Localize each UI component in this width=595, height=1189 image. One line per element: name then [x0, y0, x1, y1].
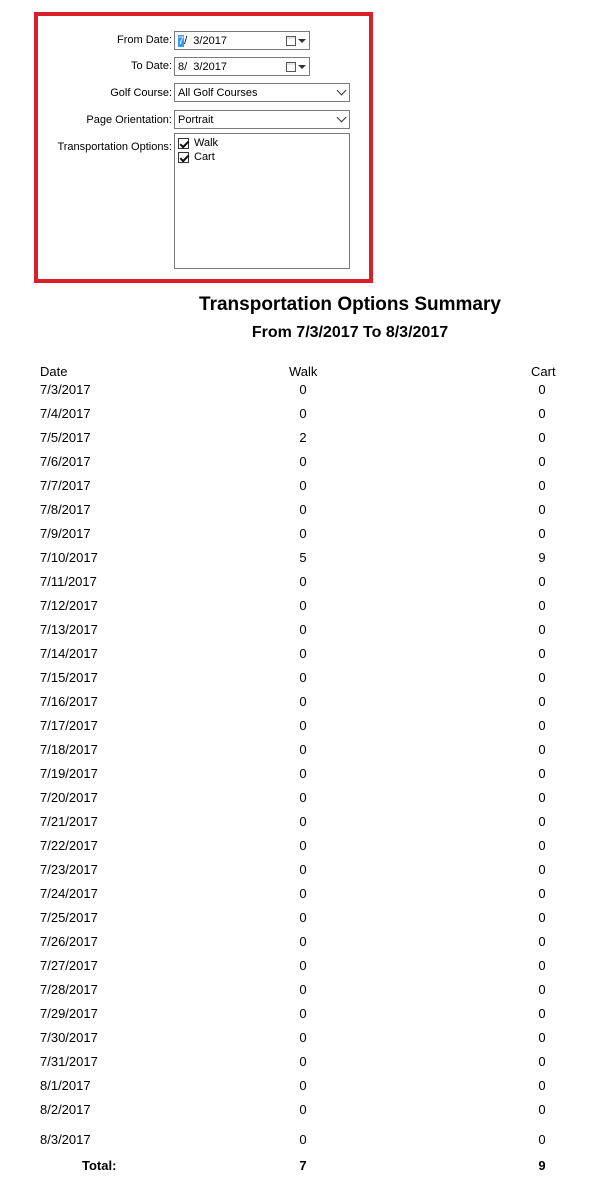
column-header-date: Date — [40, 364, 68, 379]
row-walk-count: 0 — [299, 718, 307, 733]
row-walk-count: 0 — [299, 1078, 307, 1093]
row-cart-count: 0 — [538, 598, 546, 613]
chevron-down-icon — [337, 86, 347, 96]
from-date-label: From Date: — [116, 34, 172, 46]
row-walk-count: 0 — [299, 1006, 307, 1021]
row-cart-count: 0 — [538, 1054, 546, 1069]
transport-option-label: Walk — [194, 137, 219, 149]
from-date-calendar-button[interactable] — [283, 32, 309, 49]
row-date: 7/29/2017 — [40, 1006, 98, 1021]
table-row — [0, 834, 595, 858]
from-date-rest: / 3/2017 — [184, 34, 227, 47]
table-row — [0, 546, 595, 570]
row-walk-count: 0 — [299, 1132, 307, 1147]
row-date: 7/22/2017 — [40, 838, 98, 853]
row-cart-count: 0 — [538, 622, 546, 637]
golf-course-select[interactable] — [174, 83, 350, 102]
dropdown-arrow-icon — [298, 39, 306, 43]
chevron-down-icon — [337, 113, 347, 123]
table-row — [0, 378, 595, 402]
transportation-options-list[interactable] — [174, 133, 350, 269]
row-date: 7/18/2017 — [40, 742, 98, 757]
row-cart-count: 0 — [538, 934, 546, 949]
table-row — [0, 930, 595, 954]
checkbox-checked-icon[interactable] — [178, 152, 189, 163]
to-date-picker[interactable] — [174, 57, 310, 76]
to-date-calendar-button[interactable] — [283, 58, 309, 75]
row-cart-count: 0 — [538, 1132, 546, 1147]
row-cart-count: 0 — [538, 886, 546, 901]
row-date: 7/4/2017 — [40, 406, 91, 421]
row-date: 7/14/2017 — [40, 646, 98, 661]
transportation-options-label: Transportation Options: — [57, 141, 172, 153]
table-row — [0, 498, 595, 522]
table-row — [0, 1026, 595, 1050]
row-cart-count: 0 — [538, 766, 546, 781]
from-date-month-selected: 7 — [178, 34, 185, 47]
row-cart-count: 0 — [538, 1102, 546, 1117]
from-date-picker[interactable] — [174, 31, 310, 50]
report-parameters-panel — [34, 12, 373, 283]
row-cart-count: 0 — [538, 502, 546, 517]
row-cart-count: 0 — [538, 958, 546, 973]
row-cart-count: 0 — [538, 454, 546, 469]
table-row — [0, 690, 595, 714]
row-cart-count: 0 — [538, 862, 546, 877]
table-row — [0, 666, 595, 690]
row-date: 7/11/2017 — [40, 574, 97, 589]
table-row — [0, 450, 595, 474]
table-row — [0, 954, 595, 978]
table-row — [0, 402, 595, 426]
table-row — [0, 714, 595, 738]
row-cart-count: 0 — [538, 790, 546, 805]
table-row — [0, 642, 595, 666]
row-cart-count: 0 — [538, 1030, 546, 1045]
row-walk-count: 0 — [299, 982, 307, 997]
row-walk-count: 0 — [299, 814, 307, 829]
row-cart-count: 0 — [538, 814, 546, 829]
to-date-value[interactable]: 8/ 3/2017 — [178, 60, 227, 73]
row-date: 7/28/2017 — [40, 982, 98, 997]
row-date: 7/26/2017 — [40, 934, 98, 949]
row-cart-count: 0 — [538, 646, 546, 661]
row-date: 7/17/2017 — [40, 718, 98, 733]
row-walk-count: 0 — [299, 694, 307, 709]
report-table-body — [0, 378, 595, 1152]
total-label: Total: — [82, 1158, 117, 1173]
row-walk-count: 0 — [299, 598, 307, 613]
row-cart-count: 0 — [538, 838, 546, 853]
row-cart-count: 0 — [538, 430, 546, 445]
row-walk-count: 0 — [299, 934, 307, 949]
row-date: 7/24/2017 — [40, 886, 98, 901]
row-cart-count: 0 — [538, 910, 546, 925]
row-walk-count: 0 — [299, 382, 307, 397]
row-date: 7/25/2017 — [40, 910, 98, 925]
row-walk-count: 2 — [299, 430, 307, 445]
row-walk-count: 0 — [299, 742, 307, 757]
row-walk-count: 0 — [299, 766, 307, 781]
table-row — [0, 474, 595, 498]
row-walk-count: 0 — [299, 406, 307, 421]
row-cart-count: 0 — [538, 1078, 546, 1093]
table-row — [0, 978, 595, 1002]
row-walk-count: 0 — [299, 886, 307, 901]
row-cart-count: 0 — [538, 694, 546, 709]
row-cart-count: 0 — [538, 526, 546, 541]
row-date: 7/3/2017 — [40, 382, 91, 397]
table-row — [0, 522, 595, 546]
table-row — [0, 882, 595, 906]
row-cart-count: 0 — [538, 574, 546, 589]
row-walk-count: 0 — [299, 910, 307, 925]
transport-option-walk[interactable] — [178, 136, 346, 150]
row-cart-count: 0 — [538, 478, 546, 493]
table-row — [0, 738, 595, 762]
row-walk-count: 0 — [299, 526, 307, 541]
row-walk-count: 0 — [299, 790, 307, 805]
row-walk-count: 0 — [299, 454, 307, 469]
row-date: 7/7/2017 — [40, 478, 91, 493]
row-date: 7/23/2017 — [40, 862, 98, 877]
row-date: 7/6/2017 — [40, 454, 91, 469]
row-walk-count: 0 — [299, 958, 307, 973]
row-date: 7/20/2017 — [40, 790, 98, 805]
table-row — [0, 1128, 595, 1152]
golf-course-label: Golf Course: — [110, 87, 172, 99]
row-date: 7/5/2017 — [40, 430, 91, 445]
to-date-label: To Date: — [131, 60, 172, 72]
table-row — [0, 570, 595, 594]
report-subtitle: From 7/3/2017 To 8/3/2017 — [251, 324, 449, 341]
row-walk-count: 0 — [299, 478, 307, 493]
golf-course-selected: All Golf Courses — [178, 86, 258, 99]
column-header-walk: Walk — [289, 364, 318, 379]
row-cart-count: 9 — [538, 550, 546, 565]
row-date: 8/1/2017 — [40, 1078, 91, 1093]
row-date: 7/10/2017 — [40, 550, 98, 565]
row-date: 7/13/2017 — [40, 622, 98, 637]
row-walk-count: 0 — [299, 1030, 307, 1045]
row-walk-count: 0 — [299, 502, 307, 517]
calendar-icon — [286, 36, 296, 46]
row-walk-count: 0 — [299, 574, 307, 589]
transport-option-cart[interactable] — [178, 150, 346, 164]
row-date: 7/19/2017 — [40, 766, 98, 781]
row-walk-count: 0 — [299, 862, 307, 877]
table-row — [0, 906, 595, 930]
from-date-value[interactable] — [178, 35, 283, 47]
table-row — [0, 594, 595, 618]
row-cart-count: 0 — [538, 718, 546, 733]
row-date: 7/30/2017 — [40, 1030, 98, 1045]
page-orientation-select[interactable] — [174, 110, 350, 129]
table-row — [0, 786, 595, 810]
total-walk: 7 — [299, 1158, 307, 1173]
table-row — [0, 810, 595, 834]
page-orientation-selected: Portrait — [178, 113, 214, 126]
row-walk-count: 0 — [299, 838, 307, 853]
table-row — [0, 1098, 595, 1122]
page-orientation-label: Page Orientation: — [86, 114, 172, 126]
row-date: 8/2/2017 — [40, 1102, 91, 1117]
row-date: 7/9/2017 — [40, 526, 91, 541]
table-row — [0, 618, 595, 642]
row-date: 8/3/2017 — [40, 1132, 91, 1147]
row-cart-count: 0 — [538, 742, 546, 757]
row-cart-count: 0 — [538, 1006, 546, 1021]
row-walk-count: 0 — [299, 1102, 307, 1117]
row-date: 7/15/2017 — [40, 670, 98, 685]
dropdown-arrow-icon — [298, 65, 306, 69]
table-row — [0, 762, 595, 786]
row-date: 7/8/2017 — [40, 502, 91, 517]
row-walk-count: 0 — [299, 670, 307, 685]
row-date: 7/27/2017 — [40, 958, 98, 973]
transport-option-label: Cart — [194, 151, 215, 163]
checkbox-checked-icon[interactable] — [178, 138, 189, 149]
table-row — [0, 1002, 595, 1026]
row-walk-count: 0 — [299, 646, 307, 661]
table-row — [0, 426, 595, 450]
row-cart-count: 0 — [538, 982, 546, 997]
row-date: 7/31/2017 — [40, 1054, 98, 1069]
row-walk-count: 0 — [299, 622, 307, 637]
row-walk-count: 0 — [299, 1054, 307, 1069]
table-row — [0, 1074, 595, 1098]
row-cart-count: 0 — [538, 382, 546, 397]
report-title: Transportation Options Summary — [199, 294, 501, 315]
row-date: 7/21/2017 — [40, 814, 98, 829]
table-row — [0, 1050, 595, 1074]
row-date: 7/12/2017 — [40, 598, 98, 613]
row-cart-count: 0 — [538, 670, 546, 685]
column-header-cart: Cart — [531, 364, 556, 379]
calendar-icon — [286, 62, 296, 72]
total-cart: 9 — [538, 1158, 546, 1173]
row-cart-count: 0 — [538, 406, 546, 421]
row-date: 7/16/2017 — [40, 694, 98, 709]
table-row — [0, 858, 595, 882]
row-walk-count: 5 — [299, 550, 307, 565]
